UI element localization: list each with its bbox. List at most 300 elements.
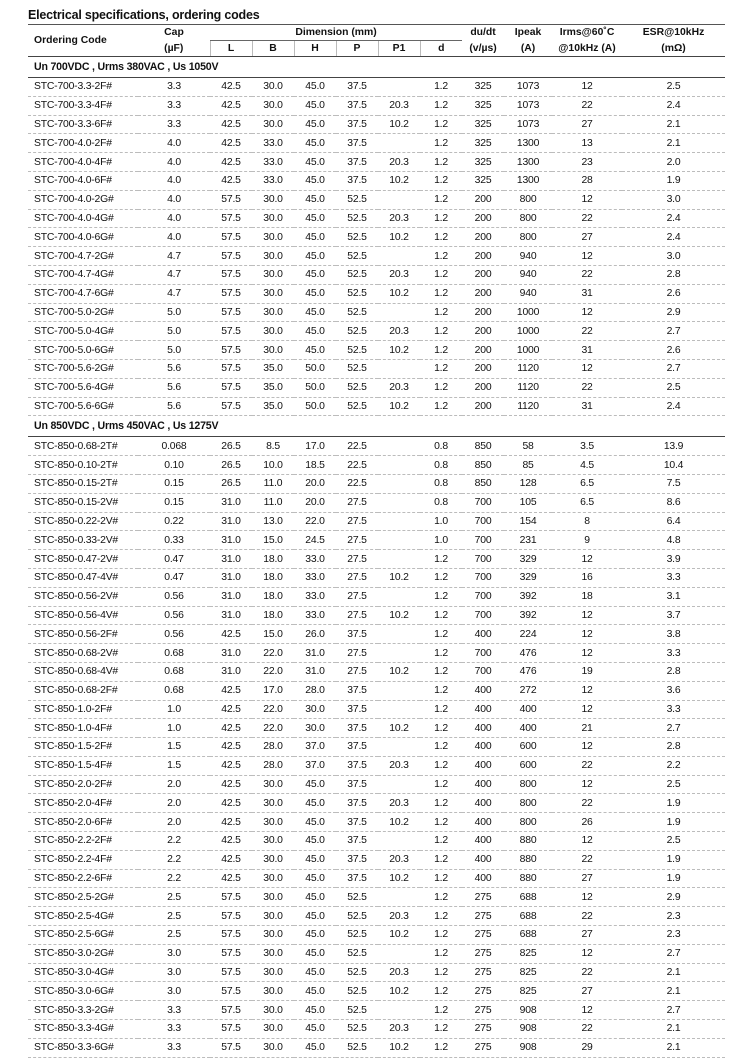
cell-b: 30.0 (252, 869, 294, 888)
cell-esr: 2.1 (622, 134, 725, 153)
table-row (28, 247, 725, 266)
cell-ordering-code: STC-850-1.0-4F# (28, 719, 138, 738)
cell-irms: 29 (552, 1038, 622, 1057)
cell-irms: 12 (552, 738, 622, 757)
cell-d: 1.2 (420, 303, 462, 322)
cell-l: 57.5 (210, 265, 252, 284)
cell-l: 57.5 (210, 247, 252, 266)
cell-d: 1.2 (420, 625, 462, 644)
cell-d: 1.2 (420, 153, 462, 172)
cell-esr: 2.4 (622, 397, 725, 416)
section-header (28, 57, 725, 78)
cell-p: 52.5 (336, 888, 378, 907)
table-row (28, 359, 725, 378)
cell-d: 0.8 (420, 456, 462, 475)
cell-h: 33.0 (294, 568, 336, 587)
cell-dudt: 275 (462, 1020, 504, 1039)
cell-b: 15.0 (252, 625, 294, 644)
cell-h: 45.0 (294, 247, 336, 266)
header-esr: ESR@10kHz (642, 27, 705, 39)
cell-dudt: 275 (462, 888, 504, 907)
cell-ipeak: 800 (504, 794, 552, 813)
cell-p: 37.5 (336, 850, 378, 869)
cell-cap: 3.0 (138, 944, 210, 963)
cell-ipeak: 940 (504, 247, 552, 266)
cell-irms: 27 (552, 926, 622, 945)
table-row (28, 907, 725, 926)
cell-p: 52.5 (336, 228, 378, 247)
cell-h: 45.0 (294, 322, 336, 341)
cell-p1 (378, 247, 420, 266)
cell-p: 27.5 (336, 644, 378, 663)
cell-p: 37.5 (336, 794, 378, 813)
cell-d: 1.2 (420, 322, 462, 341)
cell-cap: 4.0 (138, 134, 210, 153)
cell-h: 45.0 (294, 190, 336, 209)
cell-ordering-code: STC-700-5.6-6G# (28, 397, 138, 416)
table-row (28, 1020, 725, 1039)
cell-ordering-code: STC-700-5.6-4G# (28, 378, 138, 397)
cell-esr: 2.1 (622, 963, 725, 982)
cell-ordering-code: STC-850-2.2-4F# (28, 850, 138, 869)
table-row (28, 1001, 725, 1020)
cell-p1 (378, 474, 420, 493)
cell-irms: 27 (552, 115, 622, 134)
cell-dudt: 325 (462, 115, 504, 134)
cell-b: 8.5 (252, 437, 294, 456)
cell-h: 45.0 (294, 888, 336, 907)
cell-l: 57.5 (210, 397, 252, 416)
cell-p1 (378, 644, 420, 663)
cell-esr: 3.9 (622, 550, 725, 569)
cell-dudt: 700 (462, 606, 504, 625)
cell-l: 42.5 (210, 869, 252, 888)
cell-b: 30.0 (252, 265, 294, 284)
cell-ordering-code: STC-850-3.3-6G# (28, 1038, 138, 1057)
header-l: L (210, 41, 252, 57)
cell-p: 37.5 (336, 832, 378, 851)
table-row (28, 284, 725, 303)
table-row (28, 700, 725, 719)
cell-ordering-code: STC-850-2.0-4F# (28, 794, 138, 813)
table-row (28, 756, 725, 775)
cell-cap: 0.68 (138, 644, 210, 663)
cell-d: 1.2 (420, 265, 462, 284)
section-label: Un 850VDC , Urms 450VAC , Us 1275V (28, 416, 725, 437)
cell-cap: 2.2 (138, 869, 210, 888)
table-row (28, 662, 725, 681)
cell-esr: 2.4 (622, 209, 725, 228)
cell-h: 33.0 (294, 587, 336, 606)
cell-ipeak: 1073 (504, 78, 552, 97)
cell-d: 1.2 (420, 341, 462, 360)
cell-cap: 2.0 (138, 794, 210, 813)
cell-ipeak: 58 (504, 437, 552, 456)
cell-l: 57.5 (210, 359, 252, 378)
cell-esr: 2.7 (622, 944, 725, 963)
cell-p: 37.5 (336, 681, 378, 700)
cell-cap: 0.68 (138, 681, 210, 700)
cell-ordering-code: STC-850-0.15-2V# (28, 493, 138, 512)
cell-l: 26.5 (210, 437, 252, 456)
cell-cap: 4.0 (138, 190, 210, 209)
cell-b: 30.0 (252, 228, 294, 247)
header-esr-unit: (mΩ) (622, 41, 725, 57)
cell-b: 18.0 (252, 550, 294, 569)
cell-l: 31.0 (210, 568, 252, 587)
cell-d: 1.2 (420, 247, 462, 266)
cell-irms: 3.5 (552, 437, 622, 456)
cell-esr: 2.1 (622, 115, 725, 134)
header-dimension: Dimension (mm) (210, 25, 462, 41)
cell-esr: 1.9 (622, 869, 725, 888)
cell-ordering-code: STC-850-0.68-2T# (28, 437, 138, 456)
cell-h: 45.0 (294, 832, 336, 851)
cell-h: 45.0 (294, 926, 336, 945)
cell-h: 45.0 (294, 265, 336, 284)
cell-ipeak: 880 (504, 850, 552, 869)
cell-irms: 9 (552, 531, 622, 550)
cell-cap: 1.5 (138, 738, 210, 757)
cell-ordering-code: STC-850-0.22-2V# (28, 512, 138, 531)
cell-h: 45.0 (294, 134, 336, 153)
cell-dudt: 200 (462, 378, 504, 397)
cell-cap: 0.47 (138, 550, 210, 569)
spec-table-container (28, 8, 725, 1058)
cell-irms: 31 (552, 284, 622, 303)
cell-p1: 10.2 (378, 397, 420, 416)
cell-p: 52.5 (336, 907, 378, 926)
cell-h: 45.0 (294, 171, 336, 190)
cell-p: 37.5 (336, 869, 378, 888)
cell-p1: 10.2 (378, 341, 420, 360)
cell-cap: 0.068 (138, 437, 210, 456)
cell-p: 37.5 (336, 96, 378, 115)
cell-ipeak: 940 (504, 284, 552, 303)
cell-irms: 27 (552, 228, 622, 247)
cell-h: 45.0 (294, 96, 336, 115)
cell-p: 27.5 (336, 493, 378, 512)
cell-p1 (378, 456, 420, 475)
cell-b: 18.0 (252, 606, 294, 625)
cell-l: 57.5 (210, 378, 252, 397)
cell-ipeak: 85 (504, 456, 552, 475)
table-row (28, 303, 725, 322)
cell-d: 1.2 (420, 284, 462, 303)
cell-ordering-code: STC-850-0.10-2T# (28, 456, 138, 475)
cell-p: 52.5 (336, 397, 378, 416)
cell-ordering-code: STC-700-5.0-2G# (28, 303, 138, 322)
cell-irms: 22 (552, 209, 622, 228)
cell-b: 22.0 (252, 719, 294, 738)
cell-l: 31.0 (210, 606, 252, 625)
cell-p1 (378, 550, 420, 569)
cell-h: 45.0 (294, 775, 336, 794)
cell-h: 45.0 (294, 794, 336, 813)
cell-ordering-code: STC-850-0.68-2F# (28, 681, 138, 700)
cell-p1: 10.2 (378, 171, 420, 190)
header-dudt-unit: (v/µs) (462, 41, 504, 57)
cell-p1 (378, 134, 420, 153)
cell-esr: 2.4 (622, 228, 725, 247)
cell-p1: 20.3 (378, 322, 420, 341)
cell-ordering-code: STC-850-2.2-6F# (28, 869, 138, 888)
cell-dudt: 325 (462, 134, 504, 153)
cell-ordering-code: STC-700-3.3-6F# (28, 115, 138, 134)
cell-p1: 10.2 (378, 115, 420, 134)
cell-irms: 8 (552, 512, 622, 531)
cell-h: 45.0 (294, 78, 336, 97)
cell-h: 45.0 (294, 963, 336, 982)
cell-h: 20.0 (294, 474, 336, 493)
header-irms-unit: @10kHz (A) (552, 41, 622, 57)
cell-esr: 3.3 (622, 700, 725, 719)
cell-dudt: 700 (462, 531, 504, 550)
cell-esr: 2.8 (622, 662, 725, 681)
cell-cap: 4.0 (138, 153, 210, 172)
cell-dudt: 325 (462, 78, 504, 97)
cell-d: 1.2 (420, 1020, 462, 1039)
cell-p1 (378, 531, 420, 550)
cell-l: 31.0 (210, 587, 252, 606)
cell-irms: 22 (552, 756, 622, 775)
cell-irms: 12 (552, 303, 622, 322)
cell-dudt: 400 (462, 850, 504, 869)
cell-l: 42.5 (210, 78, 252, 97)
cell-d: 1.2 (420, 738, 462, 757)
cell-ipeak: 1120 (504, 378, 552, 397)
cell-irms: 22 (552, 794, 622, 813)
cell-irms: 12 (552, 888, 622, 907)
cell-b: 30.0 (252, 341, 294, 360)
cell-cap: 5.0 (138, 341, 210, 360)
cell-ordering-code: STC-850-3.0-6G# (28, 982, 138, 1001)
cell-h: 45.0 (294, 228, 336, 247)
cell-cap: 2.2 (138, 832, 210, 851)
cell-h: 30.0 (294, 719, 336, 738)
cell-b: 30.0 (252, 963, 294, 982)
cell-dudt: 400 (462, 700, 504, 719)
cell-h: 45.0 (294, 303, 336, 322)
cell-dudt: 200 (462, 303, 504, 322)
cell-cap: 5.0 (138, 322, 210, 341)
cell-l: 42.5 (210, 850, 252, 869)
cell-d: 1.2 (420, 209, 462, 228)
cell-irms: 28 (552, 171, 622, 190)
cell-d: 1.2 (420, 359, 462, 378)
cell-p1: 20.3 (378, 756, 420, 775)
cell-p: 37.5 (336, 153, 378, 172)
table-row (28, 963, 725, 982)
cell-p1 (378, 775, 420, 794)
cell-dudt: 850 (462, 437, 504, 456)
section-label: Un 700VDC , Urms 380VAC , Us 1050V (28, 57, 725, 78)
cell-b: 30.0 (252, 190, 294, 209)
cell-d: 1.2 (420, 378, 462, 397)
header-p: P (336, 41, 378, 57)
cell-l: 26.5 (210, 474, 252, 493)
cell-dudt: 325 (462, 96, 504, 115)
cell-d: 1.2 (420, 397, 462, 416)
cell-p: 37.5 (336, 775, 378, 794)
cell-ordering-code: STC-850-3.3-4G# (28, 1020, 138, 1039)
cell-p: 52.5 (336, 963, 378, 982)
cell-esr: 2.6 (622, 341, 725, 360)
cell-d: 0.8 (420, 493, 462, 512)
cell-l: 42.5 (210, 775, 252, 794)
header-p1: P1 (378, 41, 420, 57)
cell-cap: 0.68 (138, 662, 210, 681)
cell-l: 31.0 (210, 493, 252, 512)
table-row (28, 153, 725, 172)
cell-b: 18.0 (252, 587, 294, 606)
cell-p: 22.5 (336, 474, 378, 493)
cell-h: 28.0 (294, 681, 336, 700)
cell-p1 (378, 512, 420, 531)
cell-irms: 16 (552, 568, 622, 587)
cell-b: 30.0 (252, 78, 294, 97)
cell-l: 42.5 (210, 700, 252, 719)
cell-ordering-code: STC-850-2.5-6G# (28, 926, 138, 945)
cell-esr: 4.8 (622, 531, 725, 550)
table-row (28, 775, 725, 794)
cell-cap: 0.56 (138, 606, 210, 625)
cell-b: 28.0 (252, 756, 294, 775)
cell-ordering-code: STC-850-2.0-2F# (28, 775, 138, 794)
cell-b: 15.0 (252, 531, 294, 550)
cell-ordering-code: STC-700-5.0-4G# (28, 322, 138, 341)
cell-p: 52.5 (336, 982, 378, 1001)
page-title: Electrical specifications, ordering codes (28, 8, 725, 25)
cell-ordering-code: STC-700-4.7-2G# (28, 247, 138, 266)
cell-p1 (378, 832, 420, 851)
cell-ipeak: 154 (504, 512, 552, 531)
cell-p: 22.5 (336, 456, 378, 475)
cell-p: 52.5 (336, 209, 378, 228)
cell-dudt: 700 (462, 587, 504, 606)
cell-irms: 22 (552, 850, 622, 869)
cell-esr: 3.7 (622, 606, 725, 625)
cell-esr: 2.5 (622, 832, 725, 851)
cell-b: 28.0 (252, 738, 294, 757)
cell-l: 42.5 (210, 832, 252, 851)
cell-esr: 2.3 (622, 907, 725, 926)
cell-l: 26.5 (210, 456, 252, 475)
cell-d: 1.2 (420, 78, 462, 97)
cell-cap: 3.3 (138, 96, 210, 115)
table-row (28, 493, 725, 512)
cell-ipeak: 825 (504, 944, 552, 963)
cell-dudt: 850 (462, 456, 504, 475)
cell-ipeak: 1000 (504, 341, 552, 360)
cell-irms: 22 (552, 1020, 622, 1039)
cell-ordering-code: STC-850-2.2-2F# (28, 832, 138, 851)
cell-dudt: 700 (462, 568, 504, 587)
cell-p1: 10.2 (378, 662, 420, 681)
cell-cap: 5.6 (138, 359, 210, 378)
cell-d: 1.2 (420, 550, 462, 569)
cell-dudt: 200 (462, 359, 504, 378)
table-row (28, 738, 725, 757)
cell-l: 57.5 (210, 963, 252, 982)
cell-esr: 2.7 (622, 719, 725, 738)
cell-dudt: 400 (462, 775, 504, 794)
cell-esr: 2.4 (622, 96, 725, 115)
cell-irms: 18 (552, 587, 622, 606)
cell-cap: 2.5 (138, 926, 210, 945)
cell-h: 45.0 (294, 1038, 336, 1057)
cell-d: 1.2 (420, 134, 462, 153)
cell-d: 1.2 (420, 1038, 462, 1057)
cell-b: 30.0 (252, 832, 294, 851)
cell-h: 45.0 (294, 813, 336, 832)
cell-esr: 3.3 (622, 568, 725, 587)
cell-p1 (378, 625, 420, 644)
cell-dudt: 400 (462, 719, 504, 738)
cell-p1: 10.2 (378, 606, 420, 625)
table-row (28, 926, 725, 945)
cell-cap: 2.5 (138, 907, 210, 926)
cell-d: 1.2 (420, 568, 462, 587)
cell-b: 30.0 (252, 944, 294, 963)
table-row (28, 550, 725, 569)
cell-ipeak: 231 (504, 531, 552, 550)
cell-b: 10.0 (252, 456, 294, 475)
cell-dudt: 200 (462, 322, 504, 341)
cell-h: 45.0 (294, 944, 336, 963)
cell-p1: 10.2 (378, 1038, 420, 1057)
table-row (28, 228, 725, 247)
cell-cap: 2.0 (138, 775, 210, 794)
cell-d: 1.2 (420, 832, 462, 851)
cell-irms: 12 (552, 247, 622, 266)
cell-esr: 10.4 (622, 456, 725, 475)
cell-esr: 1.9 (622, 171, 725, 190)
cell-d: 1.2 (420, 775, 462, 794)
cell-p: 52.5 (336, 944, 378, 963)
cell-p: 27.5 (336, 512, 378, 531)
cell-cap: 0.22 (138, 512, 210, 531)
cell-p1 (378, 944, 420, 963)
cell-b: 30.0 (252, 1001, 294, 1020)
cell-ipeak: 105 (504, 493, 552, 512)
cell-d: 1.2 (420, 963, 462, 982)
cell-cap: 3.3 (138, 1001, 210, 1020)
cell-b: 30.0 (252, 850, 294, 869)
cell-ordering-code: STC-850-0.68-2V# (28, 644, 138, 663)
cell-l: 42.5 (210, 719, 252, 738)
cell-p1: 20.3 (378, 1020, 420, 1039)
cell-p: 52.5 (336, 247, 378, 266)
cell-h: 50.0 (294, 359, 336, 378)
cell-esr: 3.1 (622, 587, 725, 606)
cell-h: 45.0 (294, 1001, 336, 1020)
cell-p: 52.5 (336, 1001, 378, 1020)
cell-h: 17.0 (294, 437, 336, 456)
cell-esr: 2.5 (622, 775, 725, 794)
cell-ipeak: 908 (504, 1001, 552, 1020)
cell-dudt: 200 (462, 228, 504, 247)
cell-ipeak: 392 (504, 606, 552, 625)
cell-p: 37.5 (336, 700, 378, 719)
table-row (28, 378, 725, 397)
cell-cap: 5.0 (138, 303, 210, 322)
cell-p: 52.5 (336, 303, 378, 322)
cell-irms: 31 (552, 341, 622, 360)
cell-ordering-code: STC-850-1.5-2F# (28, 738, 138, 757)
cell-ordering-code: STC-700-4.0-6G# (28, 228, 138, 247)
cell-h: 45.0 (294, 341, 336, 360)
